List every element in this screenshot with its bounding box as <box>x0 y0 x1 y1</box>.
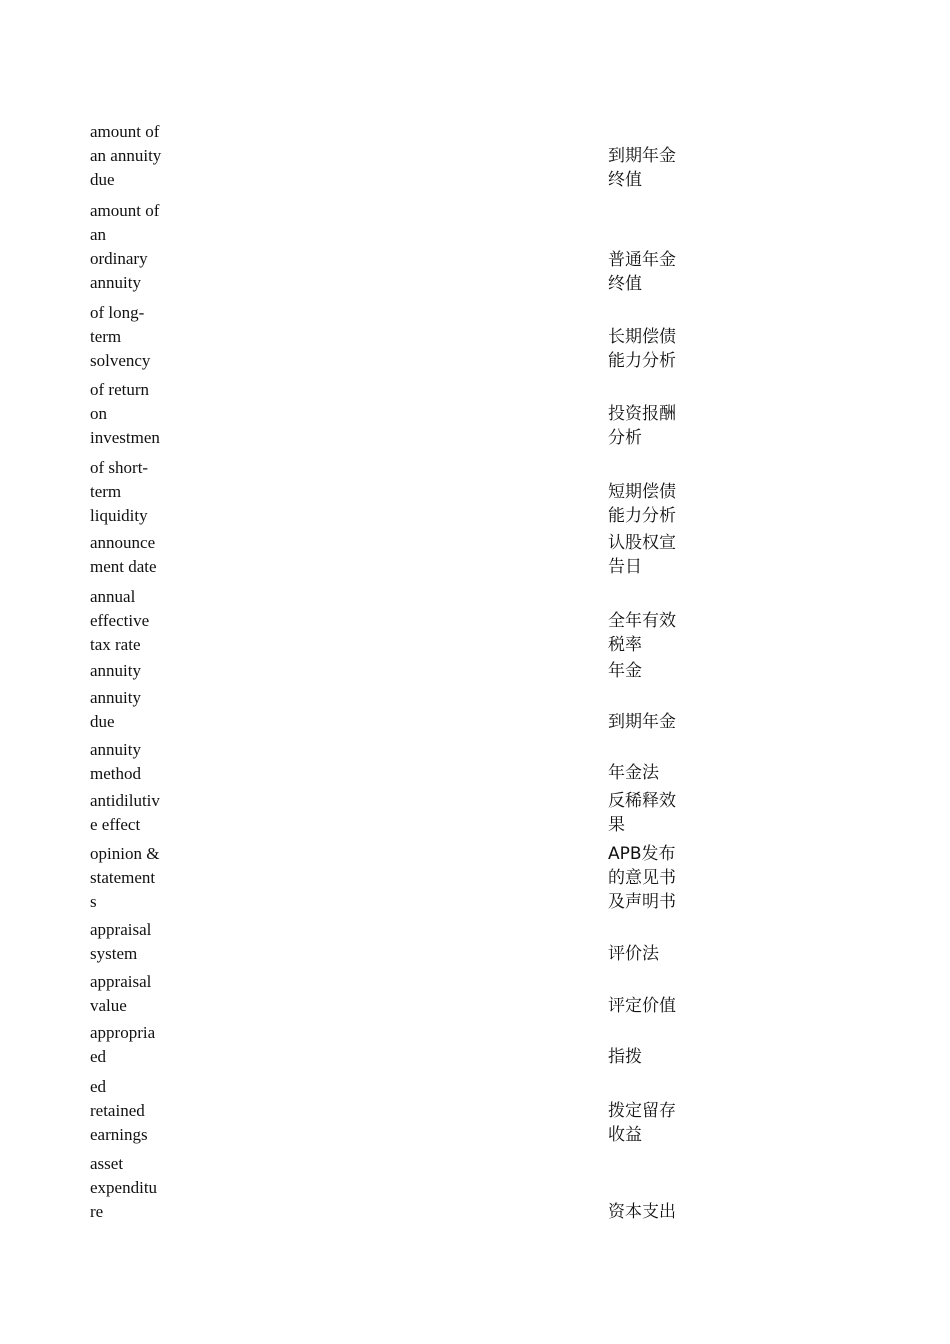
glossary-row <box>0 456 950 528</box>
chinese-term: 到期年金 终值 <box>608 146 676 190</box>
english-term: annuity due <box>90 688 141 731</box>
glossary-row <box>0 585 950 657</box>
english-term: amount of an ordinary annuity <box>90 201 160 292</box>
glossary-row <box>0 686 950 736</box>
english-term: annual effective tax rate <box>90 587 150 654</box>
english-term: announce ment date <box>90 533 157 576</box>
chinese-term: 评定价值 <box>608 996 676 1016</box>
glossary-row <box>0 789 950 839</box>
english-term: appraisal value <box>90 972 152 1015</box>
glossary-row <box>0 738 950 788</box>
english-term: appraisal system <box>90 920 152 963</box>
chinese-term: 反稀释效 果 <box>608 791 676 835</box>
glossary-row <box>0 378 950 450</box>
chinese-term: 到期年金 <box>608 712 676 732</box>
glossary-row <box>0 970 950 1020</box>
glossary-row <box>0 1152 950 1226</box>
english-term: amount of an annuity due <box>90 122 162 189</box>
glossary-row <box>0 918 950 968</box>
chinese-term: 投资报酬 分析 <box>608 404 676 448</box>
chinese-term: 短期偿债 能力分析 <box>608 482 676 526</box>
english-term: antidilutiv e effect <box>90 791 160 834</box>
glossary-row <box>0 842 950 916</box>
glossary-row <box>0 301 950 373</box>
english-term: of return on investmen <box>90 380 160 447</box>
chinese-term: 指拨 <box>608 1047 642 1067</box>
english-term: asset expenditu re <box>90 1154 158 1221</box>
chinese-term: 长期偿债 能力分析 <box>608 327 676 371</box>
english-term: ed retained earnings <box>90 1077 148 1144</box>
chinese-term: 认股权宣 告日 <box>608 533 676 577</box>
english-term: appropria ed <box>90 1023 156 1066</box>
glossary-row <box>0 199 950 299</box>
chinese-term: APB发布 的意见书 及声明书 <box>608 844 676 912</box>
chinese-term: 资本支出 <box>608 1202 676 1222</box>
glossary-row <box>0 1021 950 1071</box>
chinese-term: 年金 <box>608 661 642 681</box>
chinese-term: 年金法 <box>608 763 659 783</box>
chinese-term: 拨定留存 收益 <box>608 1101 676 1145</box>
english-term: of long- term solvency <box>90 303 151 370</box>
chinese-term: 评价法 <box>608 944 659 964</box>
english-term: annuity method <box>90 740 141 783</box>
glossary-row <box>0 120 950 192</box>
english-term: of short- term liquidity <box>90 458 149 525</box>
glossary-row <box>0 531 950 581</box>
english-term: opinion & statement s <box>90 844 160 911</box>
glossary-row <box>0 1075 950 1147</box>
english-term: annuity <box>90 661 141 680</box>
chinese-term: 全年有效 税率 <box>608 611 676 655</box>
glossary-row <box>0 659 950 683</box>
chinese-term: 普通年金 终值 <box>608 250 676 294</box>
